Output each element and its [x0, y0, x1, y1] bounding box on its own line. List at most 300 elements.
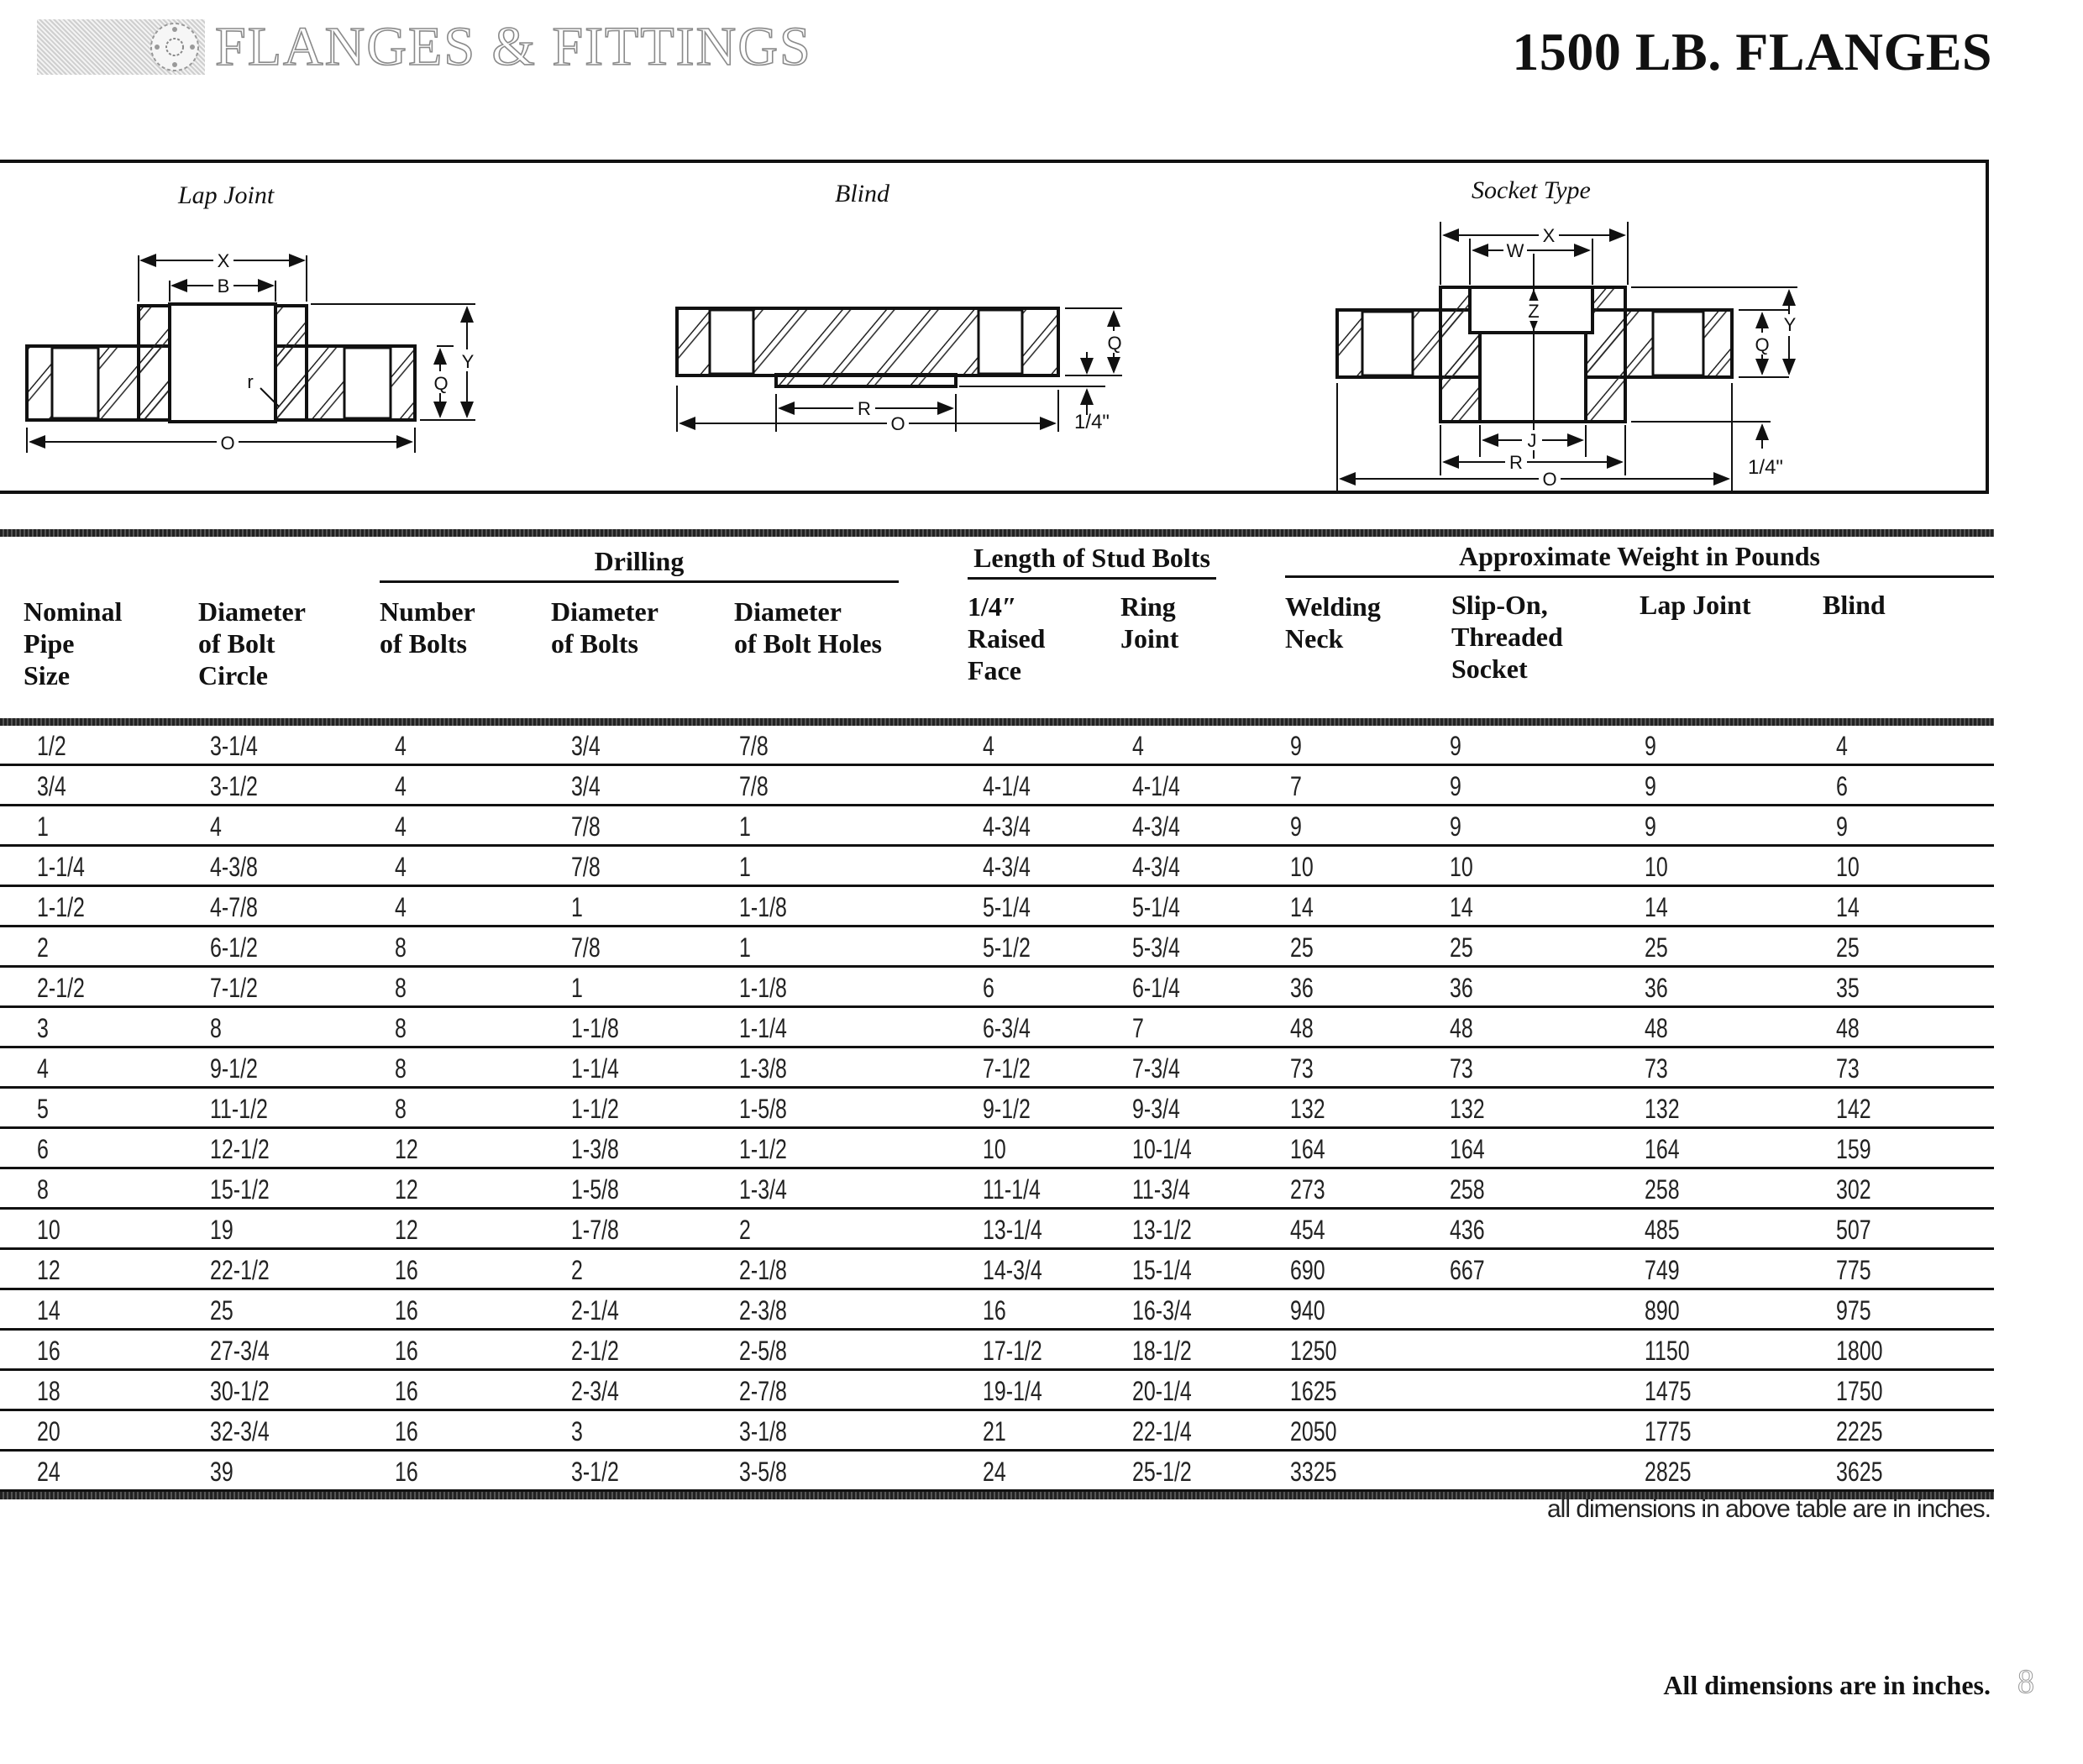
- table-cell: 2050: [1290, 1416, 1337, 1446]
- table-cell: 36: [1450, 973, 1473, 1003]
- table-cell: 10: [1450, 852, 1473, 882]
- table-cell: 11-1/4: [983, 1174, 1041, 1205]
- table-cell: 4-1/4: [1132, 771, 1180, 801]
- col-header-line: Blind: [1823, 590, 1886, 620]
- table-cell: 4: [210, 811, 222, 842]
- socket-type-title: Socket Type: [1472, 176, 1591, 204]
- table-cell: 4-3/8: [210, 852, 258, 882]
- socket-type-diagram: [1337, 222, 1797, 491]
- flange-diagrams: [0, 163, 1982, 491]
- lap-q-label: Q: [433, 373, 449, 394]
- table-cell: 5-1/2: [983, 932, 1031, 963]
- table-cell: 7-1/2: [210, 973, 258, 1003]
- table-row: [0, 766, 1994, 806]
- col-header-ring-joint: [1120, 591, 1178, 654]
- table-cell: 6-3/4: [983, 1013, 1031, 1043]
- table-cell: 7-1/2: [983, 1053, 1031, 1084]
- table-cell: 12: [395, 1215, 418, 1245]
- table-cell: 1: [37, 811, 49, 842]
- table-cell: 5-1/4: [1132, 892, 1180, 922]
- table-cell: 12-1/2: [210, 1134, 270, 1164]
- col-header-line: Lap Joint: [1640, 590, 1751, 620]
- table-cell: 164: [1645, 1134, 1680, 1164]
- table-cell: 7/8: [571, 811, 601, 842]
- table-cell: 975: [1836, 1295, 1871, 1326]
- col-header-line: of Bolts: [380, 628, 467, 659]
- table-cell: 1: [739, 811, 751, 842]
- table-cell: 7-3/4: [1132, 1053, 1180, 1084]
- table-cell: 507: [1836, 1215, 1871, 1245]
- table-row: [0, 1290, 1994, 1331]
- col-header-line: Socket: [1451, 654, 1528, 684]
- table-cell: 14: [1450, 892, 1473, 922]
- socket-o-label: O: [1542, 469, 1557, 490]
- table-cell: 4: [37, 1053, 49, 1084]
- table-cell: 8: [395, 973, 407, 1003]
- col-header-line: Size: [24, 660, 71, 690]
- table-cell: 1150: [1645, 1336, 1690, 1366]
- col-header-line: Diameter: [551, 596, 658, 627]
- table-cell: 6-1/4: [1132, 973, 1180, 1003]
- blind-quarter-label: 1/4": [1074, 411, 1110, 433]
- socket-y-label: Y: [1783, 314, 1797, 335]
- table-cell: 36: [1290, 973, 1314, 1003]
- table-cell: 2-1/2: [571, 1336, 619, 1366]
- table-row: [0, 1411, 1994, 1452]
- table-cell: 24: [37, 1457, 60, 1487]
- table-cell: 14: [1645, 892, 1668, 922]
- table-cell: 2-1/4: [571, 1295, 619, 1326]
- table-cell: 14-3/4: [983, 1255, 1042, 1285]
- flange-spec-table: [0, 529, 1994, 1499]
- lap-o-label: O: [220, 433, 235, 454]
- table-cell: 27-3/4: [210, 1336, 270, 1366]
- table-cell: 8: [37, 1174, 49, 1205]
- table-cell: 749: [1645, 1255, 1680, 1285]
- table-cell: 1-1/8: [739, 973, 787, 1003]
- table-cell: 2: [571, 1255, 583, 1285]
- table-cell: 4: [395, 771, 407, 801]
- col-header-bolt-circle: [198, 596, 306, 691]
- table-cell: 22-1/4: [1132, 1416, 1192, 1446]
- table-cell: 9: [1645, 731, 1656, 761]
- table-cell: 1-3/8: [571, 1134, 619, 1164]
- socket-w-label: W: [1506, 240, 1524, 261]
- blind-o-label: O: [890, 413, 905, 434]
- table-cell: 8: [395, 932, 407, 963]
- table-cell: 13-1/2: [1132, 1215, 1192, 1245]
- table-cell: 14: [1836, 892, 1860, 922]
- table-cell: 2: [739, 1215, 751, 1245]
- table-cell: 2-1/2: [37, 973, 85, 1003]
- group-stud-bolts: Length of Stud Bolts: [968, 542, 1216, 580]
- table-cell: 132: [1290, 1094, 1325, 1124]
- table-cell: 11-1/2: [210, 1094, 268, 1124]
- table-cell: 1-1/4: [37, 852, 85, 882]
- table-cell: 10: [983, 1134, 1006, 1164]
- col-header-line: Slip-On,: [1451, 590, 1548, 620]
- table-cell: 16: [37, 1336, 60, 1366]
- table-cell: 16: [983, 1295, 1006, 1326]
- table-cell: 4: [395, 811, 407, 842]
- table-cell: 132: [1645, 1094, 1680, 1124]
- col-header-line: Pipe: [24, 628, 75, 659]
- socket-r-label: R: [1509, 452, 1523, 473]
- table-cell: 8: [210, 1013, 222, 1043]
- col-header-line: Neck: [1285, 623, 1344, 654]
- table-cell: 3625: [1836, 1457, 1883, 1487]
- table-cell: 1: [571, 892, 583, 922]
- table-cell: 142: [1836, 1094, 1871, 1124]
- table-cell: 8: [395, 1094, 407, 1124]
- table-cell: 1: [739, 852, 751, 882]
- table-cell: 1-7/8: [571, 1215, 619, 1245]
- col-header-blind: [1823, 589, 1886, 621]
- table-cell: 11-3/4: [1132, 1174, 1190, 1205]
- table-cell: 15-1/4: [1132, 1255, 1192, 1285]
- table-cell: 1750: [1836, 1376, 1883, 1406]
- socket-q-label: Q: [1755, 334, 1770, 355]
- table-cell: 5-1/4: [983, 892, 1031, 922]
- table-row: [0, 968, 1994, 1008]
- col-header-lap-joint: [1640, 589, 1750, 621]
- table-cell: 1475: [1645, 1376, 1692, 1406]
- table-cell: 3: [37, 1013, 49, 1043]
- table-cell: 9: [1450, 731, 1461, 761]
- table-cell: 17-1/2: [983, 1336, 1042, 1366]
- table-row: [0, 1048, 1994, 1089]
- group-weight: Approximate Weight in Pounds: [1285, 540, 1994, 578]
- table-cell: 6: [1836, 771, 1848, 801]
- table-cell: 1625: [1290, 1376, 1337, 1406]
- table-cell: 20: [37, 1416, 60, 1446]
- table-cell: 1-3/4: [739, 1174, 787, 1205]
- table-cell: 258: [1450, 1174, 1485, 1205]
- table-row: [0, 1169, 1994, 1210]
- table-cell: 35: [1836, 973, 1860, 1003]
- table-cell: 4: [983, 731, 994, 761]
- table-cell: 273: [1290, 1174, 1325, 1205]
- table-cell: 1800: [1836, 1336, 1883, 1366]
- table-cell: 25: [210, 1295, 233, 1326]
- table-cell: 3/4: [571, 731, 601, 761]
- table-header-rule: [0, 718, 1994, 726]
- table-cell: 25: [1836, 932, 1860, 963]
- table-cell: 10: [1836, 852, 1860, 882]
- col-header-line: Raised: [968, 623, 1046, 654]
- table-cell: 5: [37, 1094, 49, 1124]
- table-cell: 19-1/4: [983, 1376, 1042, 1406]
- table-cell: 436: [1450, 1215, 1485, 1245]
- table-cell: 10: [1290, 852, 1314, 882]
- table-top-rule: [0, 529, 1994, 537]
- table-row: [0, 726, 1994, 766]
- table-row: [0, 1210, 1994, 1250]
- table-cell: 890: [1645, 1295, 1680, 1326]
- col-header-line: 1/4″: [968, 591, 1017, 622]
- table-cell: 3325: [1290, 1457, 1337, 1487]
- table-cell: 1-1/2: [571, 1094, 619, 1124]
- blind-r-label: R: [858, 398, 871, 419]
- lap-b-label: B: [217, 276, 230, 297]
- col-header-line: Face: [968, 655, 1021, 685]
- table-cell: 258: [1645, 1174, 1680, 1205]
- table-cell: 2-3/8: [739, 1295, 787, 1326]
- table-cell: 1-1/4: [739, 1013, 787, 1043]
- socket-j-label: J: [1527, 430, 1537, 451]
- table-cell: 2-7/8: [739, 1376, 787, 1406]
- table-cell: 3/4: [37, 771, 66, 801]
- table-cell: 14: [37, 1295, 60, 1326]
- table-cell: 3-1/4: [210, 731, 258, 761]
- table-cell: 12: [37, 1255, 60, 1285]
- table-cell: 4: [395, 892, 407, 922]
- table-cell: 4: [1132, 731, 1144, 761]
- group-drilling: Drilling: [380, 545, 899, 583]
- table-cell: 25: [1645, 932, 1668, 963]
- lap-x-label: X: [217, 250, 230, 271]
- diagram-panel: [0, 160, 1989, 494]
- table-cell: 1-5/8: [571, 1174, 619, 1205]
- table-cell: 9: [1450, 811, 1461, 842]
- table-cell: 4-1/4: [983, 771, 1031, 801]
- table-cell: 1-1/8: [739, 892, 787, 922]
- table-row: [0, 806, 1994, 847]
- table-cell: 7/8: [739, 771, 769, 801]
- table-cell: 9-3/4: [1132, 1094, 1180, 1124]
- table-cell: 9: [1645, 811, 1656, 842]
- table-cell: 2-1/8: [739, 1255, 787, 1285]
- table-cell: 16: [395, 1255, 418, 1285]
- table-cell: 48: [1290, 1013, 1314, 1043]
- table-cell: 4-3/4: [983, 852, 1031, 882]
- table-cell: 1: [571, 973, 583, 1003]
- table-cell: 24: [983, 1457, 1006, 1487]
- table-cell: 1-1/2: [37, 892, 85, 922]
- table-cell: 4: [395, 852, 407, 882]
- table-cell: 8: [395, 1053, 407, 1084]
- table-cell: 10: [1645, 852, 1668, 882]
- col-header-raised-face: [968, 591, 1045, 686]
- blind-title: Blind: [835, 180, 889, 207]
- table-cell: 8: [395, 1013, 407, 1043]
- table-cell: 18-1/2: [1132, 1336, 1192, 1366]
- table-row: [0, 1371, 1994, 1411]
- table-cell: 775: [1836, 1255, 1871, 1285]
- table-cell: 132: [1450, 1094, 1485, 1124]
- table-cell: 18: [37, 1376, 60, 1406]
- table-cell: 16: [395, 1457, 418, 1487]
- table-row: [0, 1129, 1994, 1169]
- table-cell: 3-5/8: [739, 1457, 787, 1487]
- table-cell: 10-1/4: [1132, 1134, 1192, 1164]
- col-header-slip-on: [1451, 589, 1563, 685]
- table-cell: 7: [1290, 771, 1302, 801]
- table-cell: 3-1/2: [210, 771, 258, 801]
- blind-q-label: Q: [1107, 333, 1122, 354]
- table-cell: 39: [210, 1457, 233, 1487]
- table-cell: 6-1/2: [210, 932, 258, 963]
- col-header-bolt-holes: [734, 596, 882, 659]
- table-cell: 164: [1450, 1134, 1485, 1164]
- table-cell: 2-5/8: [739, 1336, 787, 1366]
- page-title: 1500 LB. FLANGES: [1512, 22, 1992, 81]
- table-cell: 9: [1645, 771, 1656, 801]
- table-cell: 16: [395, 1336, 418, 1366]
- table-cell: 2: [37, 932, 49, 963]
- table-cell: 7/8: [571, 852, 601, 882]
- table-cell: 14: [1290, 892, 1314, 922]
- table-cell: 25: [1450, 932, 1473, 963]
- table-cell: 159: [1836, 1134, 1871, 1164]
- table-cell: 690: [1290, 1255, 1325, 1285]
- page-number: 8: [2017, 1662, 2034, 1700]
- col-header-number-of-bolts: [380, 596, 475, 659]
- col-header-line: Welding: [1285, 591, 1381, 622]
- socket-z-label: Z: [1528, 301, 1540, 322]
- table-cell: 6: [37, 1134, 49, 1164]
- table-row: [0, 847, 1994, 887]
- table-cell: 164: [1290, 1134, 1325, 1164]
- col-header-line: of Bolt Holes: [734, 628, 882, 659]
- table-cell: 1-1/2: [739, 1134, 787, 1164]
- col-header-line: Number: [380, 596, 475, 627]
- flange-emblem-icon: [148, 21, 202, 73]
- col-header-line: Diameter: [198, 596, 306, 627]
- table-cell: 73: [1836, 1053, 1860, 1084]
- table-cell: 16: [395, 1416, 418, 1446]
- table-cell: 7: [1132, 1013, 1144, 1043]
- table-footnote: all dimensions in above table are in inches.: [1546, 1495, 1991, 1523]
- table-cell: 73: [1290, 1053, 1314, 1084]
- table-cell: 4-3/4: [983, 811, 1031, 842]
- table-cell: 13-1/4: [983, 1215, 1042, 1245]
- table-cell: 1: [739, 932, 751, 963]
- table-cell: 454: [1290, 1215, 1325, 1245]
- table-cell: 5-3/4: [1132, 932, 1180, 963]
- table-cell: 4: [1836, 731, 1848, 761]
- table-cell: 1-1/8: [571, 1013, 619, 1043]
- table-cell: 73: [1645, 1053, 1668, 1084]
- table-cell: 16-3/4: [1132, 1295, 1192, 1326]
- table-row: [0, 1089, 1994, 1129]
- table-row: [0, 1331, 1994, 1371]
- table-cell: 73: [1450, 1053, 1473, 1084]
- table-row: [0, 927, 1994, 968]
- lap-joint-title: Lap Joint: [178, 181, 275, 209]
- table-cell: 3-1/2: [571, 1457, 619, 1487]
- table-row: [0, 1452, 1994, 1492]
- table-cell: 48: [1836, 1013, 1860, 1043]
- table-row: [0, 1250, 1994, 1290]
- table-cell: 12: [395, 1134, 418, 1164]
- table-cell: 30-1/2: [210, 1376, 270, 1406]
- brand-header: [37, 18, 812, 76]
- table-cell: 302: [1836, 1174, 1871, 1205]
- socket-quarter-label: 1/4": [1748, 456, 1783, 479]
- table-cell: 4: [395, 731, 407, 761]
- table-cell: 9: [1290, 731, 1302, 761]
- table-cell: 9-1/2: [210, 1053, 258, 1084]
- table-cell: 1250: [1290, 1336, 1337, 1366]
- table-cell: 10: [37, 1215, 60, 1245]
- col-header-line: Threaded: [1451, 622, 1563, 652]
- table-cell: 25-1/2: [1132, 1457, 1192, 1487]
- col-header-line: of Bolts: [551, 628, 638, 659]
- table-cell: 1-5/8: [739, 1094, 787, 1124]
- table-cell: 4-3/4: [1132, 852, 1180, 882]
- table-cell: 48: [1450, 1013, 1473, 1043]
- table-cell: 3/4: [571, 771, 601, 801]
- table-cell: 485: [1645, 1215, 1680, 1245]
- table-row: [0, 887, 1994, 927]
- table-cell: 16: [395, 1295, 418, 1326]
- table-cell: 2825: [1645, 1457, 1692, 1487]
- table-cell: 12: [395, 1174, 418, 1205]
- col-header-line: Diameter: [734, 596, 842, 627]
- table-cell: 21: [983, 1416, 1006, 1446]
- bottom-note: All dimensions are in inches.: [1663, 1670, 1991, 1700]
- col-header-welding-neck: [1285, 591, 1381, 654]
- table-cell: 19: [210, 1215, 233, 1245]
- table-cell: 22-1/2: [210, 1255, 270, 1285]
- table-cell: 15-1/2: [210, 1174, 270, 1205]
- col-header-line: Nominal: [24, 596, 123, 627]
- flange-logo-icon: [37, 19, 205, 75]
- table-cell: 4-7/8: [210, 892, 258, 922]
- table-cell: 3: [571, 1416, 583, 1446]
- table-cell: 1775: [1645, 1416, 1692, 1446]
- col-header-nominal-pipe-size: [24, 596, 122, 691]
- col-header-line: Ring: [1120, 591, 1176, 622]
- col-header-line: of Bolt: [198, 628, 275, 659]
- table-cell: 36: [1645, 973, 1668, 1003]
- table-cell: 25: [1290, 932, 1314, 963]
- col-header-line: Circle: [198, 660, 268, 690]
- table-cell: 7/8: [571, 932, 601, 963]
- table-cell: 9-1/2: [983, 1094, 1031, 1124]
- table-cell: 32-3/4: [210, 1416, 270, 1446]
- table-cell: 9: [1450, 771, 1461, 801]
- table-cell: 6: [983, 973, 994, 1003]
- table-cell: 9: [1290, 811, 1302, 842]
- table-header: [0, 537, 1994, 718]
- lap-r-label: r: [247, 371, 254, 392]
- table-cell: 9: [1836, 811, 1848, 842]
- table-row: [0, 1008, 1994, 1048]
- table-cell: 4-3/4: [1132, 811, 1180, 842]
- table-cell: 7/8: [739, 731, 769, 761]
- table-cell: 3-1/8: [739, 1416, 787, 1446]
- table-cell: 48: [1645, 1013, 1668, 1043]
- socket-x-label: X: [1542, 225, 1556, 246]
- table-cell: 667: [1450, 1255, 1485, 1285]
- table-cell: 20-1/4: [1132, 1376, 1192, 1406]
- table-body: [0, 726, 1994, 1492]
- col-header-line: Joint: [1120, 623, 1179, 654]
- lap-joint-diagram: [27, 255, 475, 453]
- table-cell: 1/2: [37, 731, 66, 761]
- lap-y-label: Y: [461, 351, 475, 372]
- table-cell: 2225: [1836, 1416, 1883, 1446]
- brand-name: FLANGES & FITTINGS: [215, 16, 812, 77]
- col-header-diameter-of-bolts: [551, 596, 658, 659]
- table-cell: 1-3/8: [739, 1053, 787, 1084]
- table-cell: 940: [1290, 1295, 1325, 1326]
- table-cell: 16: [395, 1376, 418, 1406]
- table-cell: 1-1/4: [571, 1053, 619, 1084]
- table-cell: 2-3/4: [571, 1376, 619, 1406]
